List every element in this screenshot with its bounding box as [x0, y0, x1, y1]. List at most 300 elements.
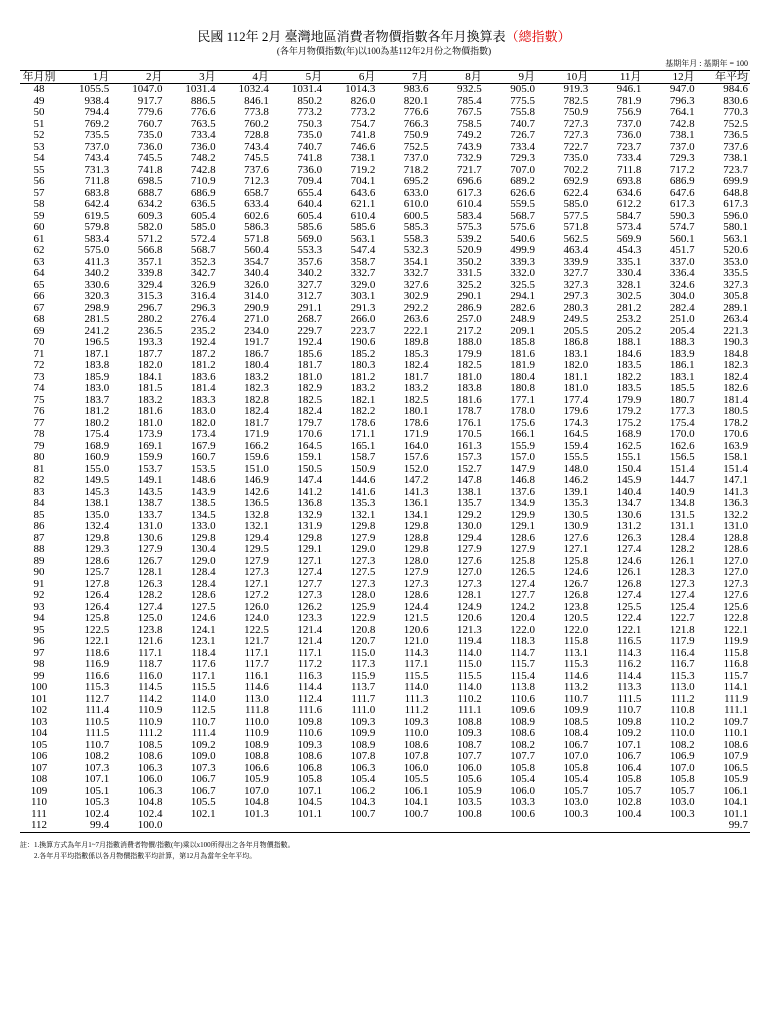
- index-cell: 181.6: [510, 348, 535, 360]
- column-header: 3月: [164, 71, 217, 84]
- index-cell: 584.7: [616, 210, 642, 222]
- table-row: [20, 268, 750, 280]
- year-cell: 57: [33, 187, 45, 199]
- index-cell: 134.8: [669, 498, 695, 509]
- index-cell: 776.6: [190, 107, 216, 118]
- index-cell: 111.9: [724, 693, 748, 705]
- index-cell: 106.3: [137, 762, 163, 774]
- index-cell: 280.2: [137, 314, 163, 325]
- index-cell: 100.7: [403, 808, 429, 820]
- index-cell: 182.6: [723, 383, 748, 394]
- index-cell: 181.2: [190, 360, 216, 371]
- index-cell: 276.4: [190, 314, 216, 325]
- index-cell: 129.2: [457, 509, 482, 521]
- index-cell: 155.5: [563, 452, 589, 463]
- index-cell: 129.8: [403, 544, 429, 555]
- index-cell: 126.1: [669, 555, 695, 567]
- index-cell: 136.8: [297, 498, 323, 509]
- index-cell: 191.7: [244, 337, 269, 348]
- index-cell: 110.7: [84, 739, 110, 751]
- index-cell: 183.6: [190, 371, 216, 383]
- index-cell: 617.3: [723, 199, 748, 210]
- index-cell: 737.0: [616, 118, 642, 130]
- index-cell: 115.0: [457, 659, 482, 670]
- index-cell: 117.2: [297, 659, 323, 670]
- index-cell: 183.9: [669, 348, 695, 360]
- table-row: [20, 682, 750, 694]
- year-cell: 87: [33, 532, 45, 544]
- index-cell: 579.8: [84, 222, 110, 233]
- index-cell: 127.5: [190, 601, 216, 613]
- index-cell: 104.8: [244, 797, 269, 808]
- index-cell: 294.1: [510, 291, 535, 302]
- index-cell: 100.4: [616, 808, 642, 820]
- index-cell: 583.4: [457, 210, 482, 222]
- index-cell: 129.0: [350, 544, 376, 555]
- index-cell: 115.0: [350, 647, 376, 659]
- index-cell: 110.7: [617, 705, 642, 716]
- index-cell: 127.1: [244, 578, 269, 590]
- index-cell: 182.3: [723, 360, 748, 371]
- index-cell: 733.4: [510, 141, 535, 153]
- index-cell: 312.7: [297, 291, 323, 302]
- index-cell: 190.6: [350, 337, 376, 348]
- index-cell: 251.0: [669, 314, 695, 325]
- index-cell: 145.9: [616, 475, 642, 486]
- table-row: [20, 84, 750, 96]
- index-cell: 596.0: [723, 210, 748, 222]
- index-cell: 185.8: [510, 337, 535, 348]
- index-cell: 118.6: [84, 647, 110, 659]
- index-cell: 128.0: [403, 555, 429, 567]
- index-cell: 205.2: [616, 325, 642, 337]
- index-cell: 223.7: [350, 325, 376, 337]
- index-cell: 109.8: [297, 716, 323, 728]
- index-cell: 721.7: [457, 164, 482, 176]
- index-cell: 107.1: [297, 785, 323, 797]
- index-cell: 182.5: [403, 394, 429, 406]
- table-row: [20, 602, 750, 614]
- index-cell: 617.3: [457, 187, 482, 199]
- index-cell: 182.5: [297, 394, 323, 406]
- index-cell: 120.5: [563, 613, 589, 624]
- index-cell: 290.1: [457, 291, 482, 302]
- index-cell: 116.2: [617, 659, 642, 670]
- index-cell: 655.4: [297, 187, 323, 199]
- index-cell: 127.1: [297, 555, 323, 567]
- index-cell: 946.1: [616, 83, 642, 95]
- index-cell: 128.4: [669, 532, 695, 544]
- index-cell: 735.0: [297, 130, 323, 141]
- index-cell: 130.5: [563, 509, 589, 521]
- index-cell: 121.4: [297, 624, 323, 636]
- index-cell: 327.3: [723, 279, 748, 291]
- index-cell: 107.8: [403, 751, 429, 762]
- index-cell: 755.8: [510, 107, 535, 118]
- index-cell: 532.3: [403, 245, 429, 256]
- index-cell: 754.7: [350, 118, 376, 130]
- index-cell: 105.9: [457, 785, 482, 797]
- index-cell: 116.1: [244, 670, 269, 682]
- index-cell: 217.2: [457, 325, 482, 337]
- index-cell: 111.2: [404, 705, 429, 716]
- index-cell: 107.3: [190, 762, 216, 774]
- index-cell: 123.8: [137, 624, 163, 636]
- footnote-1: 註：1.換算方式為年月1~7月指數消費者物價/指數(年)乘以x100所得出之各年月物價指數。: [20, 841, 295, 849]
- index-cell: 117.1: [404, 659, 429, 670]
- index-cell: 140.4: [616, 486, 642, 498]
- index-cell: 128.6: [723, 544, 748, 555]
- table-row: [20, 648, 750, 660]
- index-cell: 129.1: [297, 544, 323, 555]
- index-cell: 577.5: [563, 210, 589, 222]
- index-cell: 340.2: [297, 268, 323, 279]
- year-cell: 49: [33, 95, 45, 107]
- index-cell: 111.5: [85, 728, 110, 739]
- index-cell: 737.0: [669, 141, 695, 153]
- index-cell: 585.0: [563, 199, 589, 210]
- table-row: [20, 165, 750, 177]
- index-cell: 183.3: [190, 394, 216, 406]
- index-cell: 723.7: [723, 164, 748, 176]
- index-cell: 105.4: [510, 774, 535, 785]
- year-cell: 82: [33, 475, 45, 486]
- index-cell: 553.3: [297, 245, 323, 256]
- index-cell: 147.4: [297, 475, 323, 486]
- index-cell: 658.7: [244, 187, 269, 199]
- index-cell: 127.0: [457, 567, 482, 578]
- index-cell: 181.7: [297, 360, 323, 371]
- index-cell: 168.9: [616, 429, 642, 440]
- index-cell: 178.6: [350, 417, 376, 429]
- index-cell: 735.5: [84, 130, 110, 141]
- index-cell: 129.4: [457, 532, 482, 544]
- index-cell: 520.6: [723, 245, 748, 256]
- index-cell: 168.9: [84, 440, 110, 452]
- year-cell: 102: [30, 705, 48, 716]
- index-cell: 209.1: [510, 325, 535, 337]
- index-cell: 116.9: [84, 659, 110, 670]
- index-cell: 766.3: [403, 118, 429, 130]
- index-cell: 111.8: [244, 705, 269, 716]
- index-cell: 149.1: [137, 475, 163, 486]
- index-cell: 147.8: [457, 475, 482, 486]
- index-cell: 159.4: [563, 440, 589, 452]
- index-cell: 182.9: [297, 383, 323, 394]
- year-cell: 84: [33, 498, 45, 509]
- index-cell: 282.6: [510, 302, 535, 314]
- index-cell: 1031.4: [185, 83, 216, 95]
- index-cell: 139.1: [563, 486, 589, 498]
- index-cell: 182.4: [244, 406, 269, 417]
- index-cell: 179.6: [563, 406, 589, 417]
- index-cell: 326.0: [244, 279, 269, 291]
- index-cell: 304.0: [669, 291, 695, 302]
- index-cell: 699.9: [723, 176, 748, 187]
- index-cell: 106.3: [137, 785, 163, 797]
- index-cell: 180.2: [84, 417, 110, 429]
- title-highlight: （總指數）: [505, 29, 571, 44]
- index-cell: 328.1: [616, 279, 642, 291]
- table-row: [20, 487, 750, 499]
- index-cell: 178.2: [723, 417, 748, 429]
- table-row: [20, 303, 750, 315]
- index-cell: 740.7: [297, 141, 323, 153]
- index-cell: 357.6: [297, 256, 323, 268]
- table-row: [20, 234, 750, 246]
- index-cell: 106.1: [723, 785, 748, 797]
- index-cell: 327.7: [297, 279, 323, 291]
- column-header: 年月別: [20, 71, 58, 84]
- year-cell: 75: [33, 394, 45, 406]
- index-cell: 105.8: [297, 774, 323, 785]
- index-cell: 115.3: [84, 682, 110, 693]
- index-cell: 170.0: [669, 429, 695, 440]
- table-row: [20, 809, 750, 821]
- table-row: [20, 740, 750, 752]
- index-cell: 106.0: [137, 774, 163, 785]
- index-cell: 182.0: [190, 417, 216, 429]
- index-cell: 826.0: [350, 95, 376, 107]
- index-cell: 109.3: [350, 716, 376, 728]
- year-cell: 70: [33, 337, 45, 348]
- index-cell: 781.9: [616, 95, 642, 107]
- index-cell: 135.3: [563, 498, 589, 509]
- index-cell: 110.6: [510, 693, 535, 705]
- table-row: [20, 567, 750, 579]
- index-cell: 106.0: [510, 785, 535, 797]
- footnotes: [20, 840, 295, 862]
- table-row: [20, 119, 750, 131]
- index-cell: 130.6: [616, 509, 642, 521]
- index-cell: 736.0: [297, 164, 323, 176]
- index-cell: 125.0: [137, 613, 163, 624]
- index-cell: 586.3: [244, 222, 269, 233]
- index-cell: 105.3: [84, 797, 110, 808]
- index-cell: 339.8: [137, 268, 163, 279]
- index-cell: 159.6: [244, 452, 269, 463]
- year-cell: 63: [33, 256, 45, 268]
- index-cell: 109.0: [190, 751, 216, 762]
- index-cell: 127.6: [563, 532, 589, 544]
- table-row: [20, 510, 750, 522]
- index-cell: 134.7: [616, 498, 642, 509]
- index-cell: 107.1: [616, 739, 642, 751]
- index-cell: 106.7: [616, 751, 642, 762]
- index-cell: 127.9: [457, 544, 482, 555]
- index-cell: 108.6: [137, 751, 163, 762]
- index-cell: 110.9: [138, 716, 163, 728]
- index-cell: 181.4: [723, 394, 748, 406]
- index-cell: 1032.4: [238, 83, 269, 95]
- index-cell: 123.3: [297, 613, 323, 624]
- index-cell: 186.7: [244, 348, 269, 360]
- index-cell: 947.0: [669, 83, 695, 95]
- index-cell: 129.3: [84, 544, 110, 555]
- index-cell: 129.8: [403, 521, 429, 532]
- year-cell: 107: [30, 762, 48, 774]
- index-cell: 100.6: [510, 808, 535, 820]
- index-cell: 770.3: [723, 107, 748, 118]
- year-cell: 56: [33, 176, 45, 187]
- index-cell: 114.2: [138, 693, 163, 705]
- index-cell: 571.2: [137, 233, 163, 245]
- index-cell: 187.1: [84, 348, 110, 360]
- year-cell: 110: [30, 797, 48, 808]
- index-cell: 132.8: [244, 509, 269, 521]
- index-cell: 722.7: [563, 141, 589, 153]
- index-cell: 122.1: [723, 624, 748, 636]
- index-cell: 115.7: [510, 659, 535, 670]
- index-cell: 127.1: [563, 544, 589, 555]
- index-cell: 146.9: [244, 475, 269, 486]
- year-cell: 99: [33, 670, 45, 682]
- index-cell: 129.8: [297, 532, 323, 544]
- index-cell: 132.1: [350, 509, 376, 521]
- index-cell: 271.0: [244, 314, 269, 325]
- year-cell: 71: [33, 348, 45, 360]
- index-cell: 568.7: [510, 210, 535, 222]
- index-cell: 125.5: [616, 601, 642, 613]
- index-cell: 120.6: [403, 624, 429, 636]
- index-cell: 111.0: [351, 705, 376, 716]
- index-cell: 107.7: [457, 751, 482, 762]
- index-cell: 114.1: [723, 682, 748, 693]
- index-cell: 181.9: [510, 360, 535, 371]
- year-cell: 58: [33, 199, 45, 210]
- index-cell: 610.4: [350, 210, 376, 222]
- index-cell: 571.8: [563, 222, 589, 233]
- index-cell: 156.5: [669, 452, 695, 463]
- index-cell: 138.5: [190, 498, 216, 509]
- index-cell: 129.8: [84, 532, 110, 544]
- year-cell: 98: [33, 659, 45, 670]
- index-cell: 190.3: [723, 337, 748, 348]
- index-cell: 315.3: [137, 291, 163, 302]
- index-cell: 107.7: [510, 751, 535, 762]
- index-cell: 118.3: [510, 636, 535, 647]
- index-cell: 182.4: [297, 406, 323, 417]
- index-cell: 558.3: [403, 233, 429, 245]
- index-cell: 756.9: [616, 107, 642, 118]
- index-cell: 102.1: [190, 808, 216, 820]
- table-row: [20, 625, 750, 637]
- index-cell: 108.5: [137, 739, 163, 751]
- index-cell: 130.4: [190, 544, 216, 555]
- table-row: [20, 751, 750, 763]
- index-cell: 115.4: [510, 670, 535, 682]
- index-cell: 109.3: [457, 728, 482, 739]
- index-cell: 563.1: [350, 233, 376, 245]
- index-cell: 709.4: [297, 176, 323, 187]
- index-cell: 193.3: [137, 337, 163, 348]
- index-cell: 729.3: [510, 153, 535, 164]
- index-cell: 120.7: [350, 636, 376, 647]
- index-cell: 121.8: [669, 624, 695, 636]
- index-cell: [324, 820, 377, 832]
- index-cell: 325.2: [457, 279, 482, 291]
- index-cell: 763.5: [190, 118, 216, 130]
- index-cell: 126.0: [244, 601, 269, 613]
- index-cell: 105.5: [403, 774, 429, 785]
- index-cell: 263.4: [723, 314, 748, 325]
- index-cell: 183.0: [190, 406, 216, 417]
- table-row: [20, 96, 750, 108]
- index-cell: 183.8: [457, 383, 482, 394]
- index-cell: 105.8: [669, 774, 695, 785]
- index-cell: 605.4: [297, 210, 323, 222]
- index-cell: 111.3: [404, 693, 429, 705]
- index-cell: 100.3: [669, 808, 695, 820]
- index-cell: 292.2: [403, 302, 429, 314]
- index-cell: 133.7: [137, 509, 163, 521]
- index-cell: 180.4: [244, 360, 269, 371]
- table-row: [20, 360, 750, 372]
- index-cell: 185.9: [84, 371, 110, 383]
- index-cell: 153.7: [137, 463, 163, 475]
- index-cell: 354.7: [244, 256, 269, 268]
- index-cell: 127.3: [403, 578, 429, 590]
- index-cell: 125.8: [510, 555, 535, 567]
- index-cell: 141.2: [297, 486, 323, 498]
- index-cell: 297.3: [563, 291, 589, 302]
- table-row: [20, 636, 750, 648]
- index-cell: 192.4: [190, 337, 216, 348]
- index-cell: 107.8: [350, 751, 376, 762]
- index-cell: [537, 820, 590, 832]
- index-cell: 100.7: [350, 808, 376, 820]
- index-cell: 157.0: [510, 452, 535, 463]
- index-cell: 188.0: [457, 337, 482, 348]
- index-cell: 115.3: [670, 670, 695, 682]
- index-cell: 152.0: [403, 463, 429, 475]
- index-cell: 125.9: [350, 601, 376, 613]
- index-cell: 736.5: [723, 130, 748, 141]
- index-cell: 181.1: [563, 371, 589, 383]
- index-cell: 127.6: [457, 555, 482, 567]
- index-cell: 114.6: [563, 670, 589, 682]
- index-cell: 123.8: [563, 601, 589, 613]
- table-row: [20, 475, 750, 487]
- index-cell: 181.4: [190, 383, 216, 394]
- index-cell: [431, 820, 484, 832]
- index-cell: 132.4: [84, 521, 110, 532]
- index-cell: 106.5: [723, 762, 748, 774]
- year-cell: 69: [33, 325, 45, 337]
- index-cell: 745.5: [244, 153, 269, 164]
- index-cell: 107.9: [723, 751, 748, 762]
- index-cell: 830.6: [723, 95, 748, 107]
- index-cell: 120.8: [350, 624, 376, 636]
- index-cell: 183.8: [84, 360, 110, 371]
- table-row: [20, 280, 750, 292]
- index-cell: 166.1: [510, 429, 535, 440]
- index-cell: 151.4: [669, 463, 695, 475]
- index-cell: 740.7: [510, 118, 535, 130]
- index-cell: 146.8: [510, 475, 535, 486]
- index-cell: 126.3: [137, 578, 163, 590]
- index-cell: 794.4: [84, 107, 110, 118]
- index-cell: 710.9: [190, 176, 216, 187]
- index-cell: 540.6: [510, 233, 535, 245]
- index-cell: 141.3: [723, 486, 748, 498]
- index-cell: 143.9: [190, 486, 216, 498]
- index-cell: 115.7: [723, 670, 748, 682]
- index-cell: 131.0: [723, 521, 748, 532]
- index-cell: 752.5: [403, 141, 429, 153]
- index-cell: 183.1: [669, 371, 695, 383]
- index-cell: 726.7: [510, 130, 535, 141]
